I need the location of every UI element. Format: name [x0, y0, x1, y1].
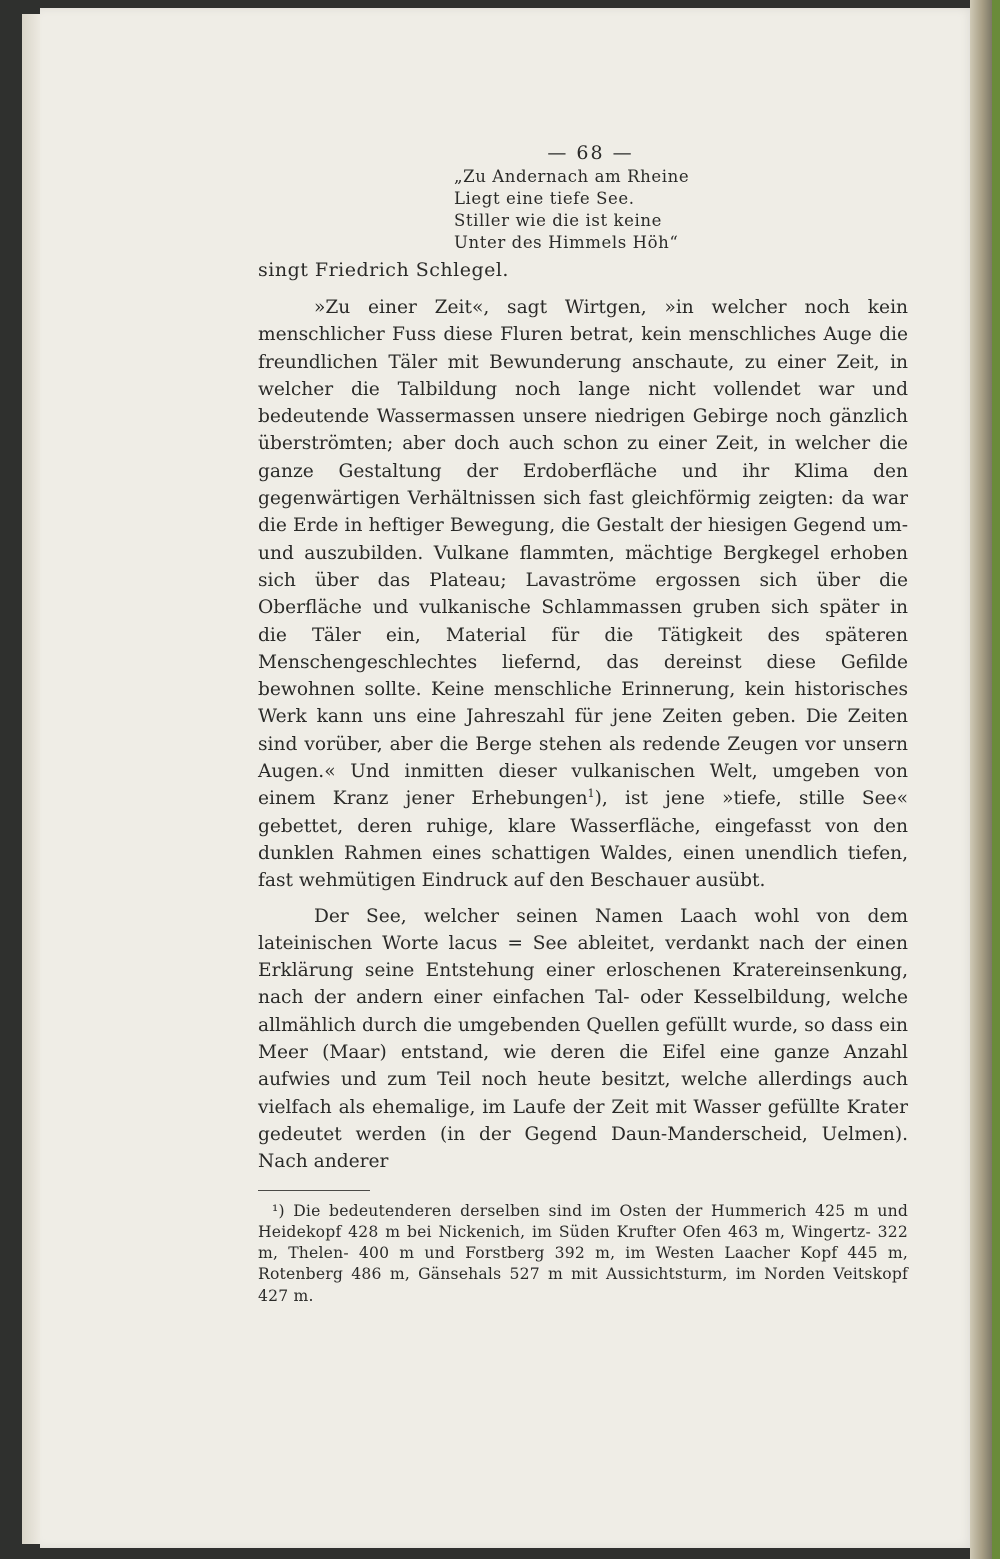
poem-line: Unter des Himmels Höh“: [454, 233, 679, 252]
body-paragraph: [258, 294, 908, 895]
paragraph-text: »Zu einer Zeit«, sagt Wirtgen, »in welcher noch kein menschlicher Fuss diese Fluren betrat, kein menschliches Auge die freundlichen Täler mit Bewunderung anschaute, zu einer Zeit, in welcher die Talbildung noch lange nicht vollendet war und bedeutende Wassermassen unsere niedrigen Gebirge noch gänzlich überströmten; aber doch auch schon zu einer Zeit, in welcher die ganze Gestaltung der Erdoberfläche und ihr Klima den gegenwärtigen Verhältnissen sich fast gleichförmig zeigten: da war die Erde in heftiger Bewegung, die Gestalt der hiesigen Gegend um- und auszubilden. Vulkane flammten, mächtige Bergkegel erhoben sich über das Plateau; Lavaströme ergossen sich über die Oberfläche und vulkanische Schlammassen gruben sich später in die Täler ein, Material für die Tätigkeit des späteren Menschengeschlechtes liefernd, das dereinst diese Gefilde bewohnen sollte. Keine menschliche Erinnerung, kein historisches Werk kann uns eine Jahreszahl für jene Zeiten geben. Die Zeiten sind vorüber, aber die Berge stehen als redende Zeugen vor unsern Augen.« Und inmitten dieser vulkanischen Welt, umgeben von einem Kranz jener Erhebungen: [258, 297, 908, 810]
paragraph-text: ), ist jene »tiefe, stille See« gebettet, deren ruhige, klare Wasserfläche, eingefasst von den dunklen Rahmen eines schattigen Waldes, einen unendlich tiefen, fast wehmütigen Eindruck auf den Beschauer ausübt.: [258, 788, 908, 892]
poem-line: Stiller wie die ist keine: [454, 211, 662, 230]
poem-quote: [454, 166, 908, 254]
footnote-divider: [258, 1190, 370, 1191]
page-number: — 68 —: [547, 142, 634, 164]
body-paragraph: Der See, welcher seinen Namen Laach wohl von dem lateinischen Worte lacus = See ableitet, verdankt nach der einen Erklärung seine Entstehung einer erloschenen Kratereinsenkung, nach der andern einer einfachen Tal- oder Kesselbildung, welche allmählich durch die umgebenden Quellen gefüllt wurde, so dass ein Meer (Maar) entstand, wie deren die Eifel eine ganze Anzahl aufwies und zum Teil noch heute besitzt, welche allerdings auch vielfach als ehemalige, im Laufe der Zeit mit Wasser gefüllte Krater gedeutet werden (in der Gegend Daun-Manderscheid, Uelmen). Nach anderer: [258, 905, 908, 1173]
page-content: [258, 142, 908, 1307]
book-cover-edge: [992, 0, 1000, 1559]
poem-attribution: singt Friedrich Schlegel.: [258, 259, 509, 281]
footnote-reference: 1: [587, 787, 595, 801]
poem-line: „Zu Andernach am Rheine: [454, 167, 690, 186]
footnote: ¹) Die bedeutenderen derselben sind im Osten der Hummerich 425 m und Heidekopf 428 m bei Nickenich, im Süden Krufter Ofen 463 m, Wingertz- 322 m, Thelen- 400 m und Forstberg 392 m, im Westen Laacher Kopf 445 m, Rotenberg 486 m, Gänsehals 527 m mit Aussichtsturm, im Norden Veitskopf 427 m.: [258, 1201, 908, 1305]
poem-line: Liegt eine tiefe See.: [454, 189, 635, 208]
